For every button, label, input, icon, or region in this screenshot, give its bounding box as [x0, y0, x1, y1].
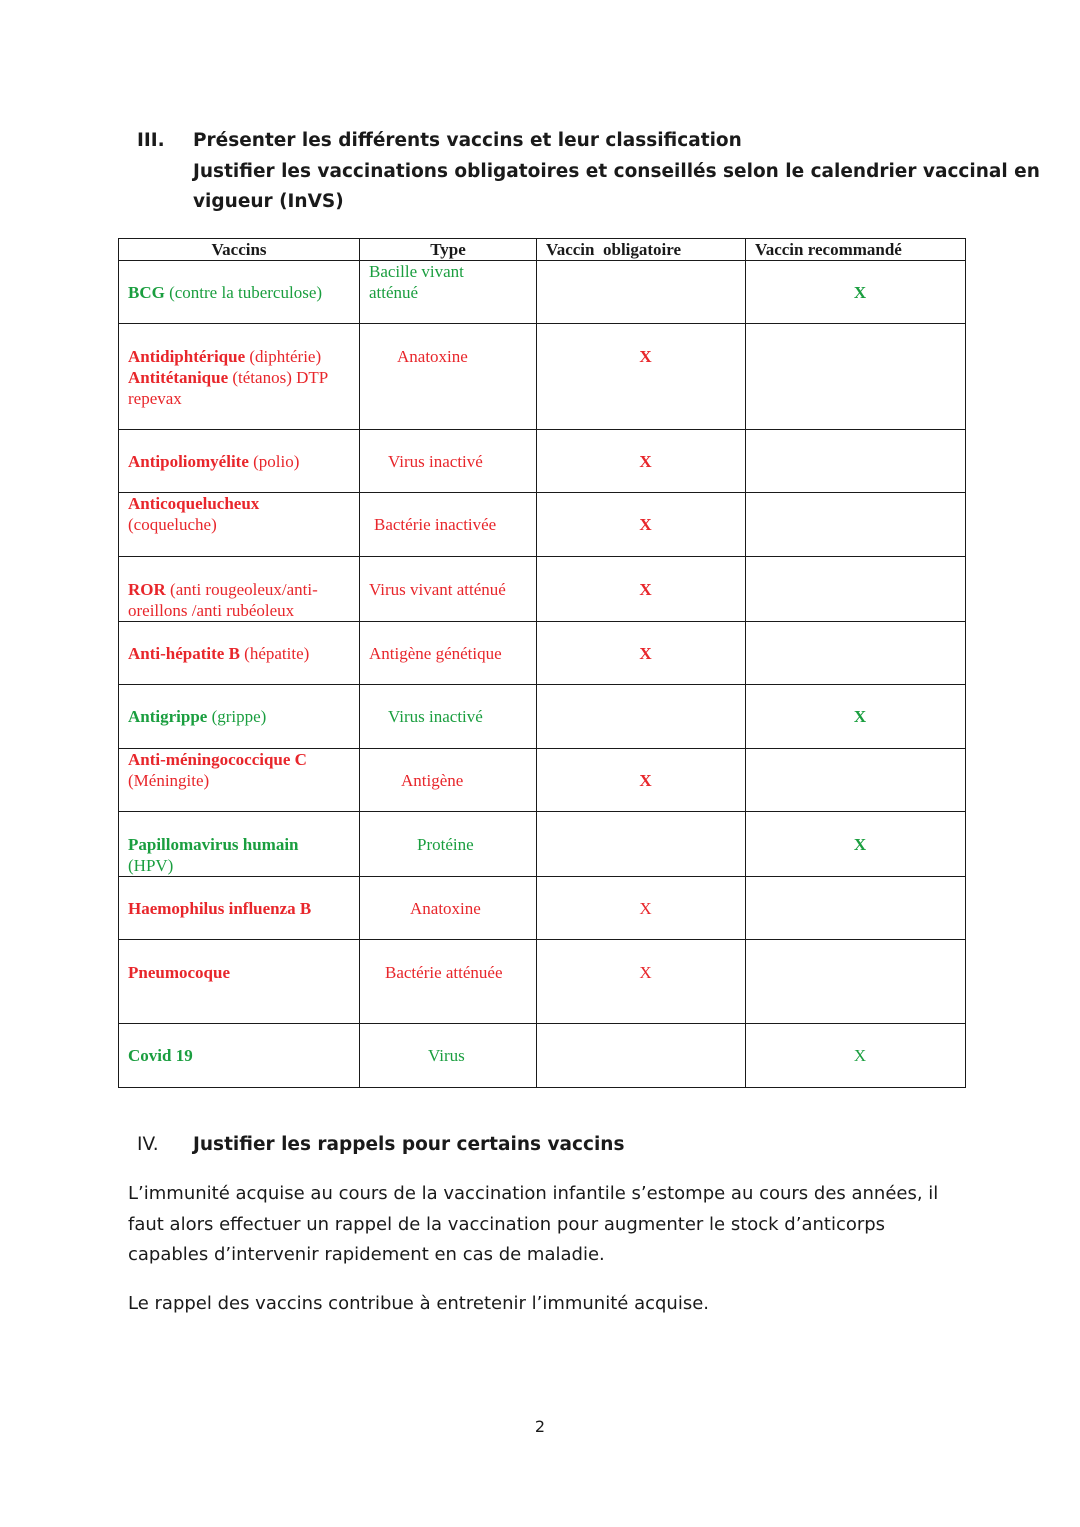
mark-recommande [746, 877, 966, 940]
mark-recommande: X [746, 261, 966, 324]
vaccine-name-cell [119, 622, 360, 685]
mark-obligatoire: X [537, 940, 746, 1024]
vaccine-name: Anticoquelucheux [128, 494, 260, 513]
vaccine-name-cell [119, 685, 360, 749]
vaccine-type: Bactérie inactivée [360, 493, 537, 557]
vaccine-type: Anatoxine [360, 877, 537, 940]
vaccine-name-cell [119, 940, 360, 1024]
table-row [119, 430, 966, 493]
vaccine-detail: (Méningite) [128, 771, 210, 790]
table-row [119, 940, 966, 1024]
mark-obligatoire [537, 812, 746, 877]
vaccine-type: Virus vivant atténué [360, 557, 537, 622]
mark-obligatoire: X [537, 877, 746, 940]
section-3-number: III. [137, 130, 165, 151]
header-type: Type [360, 239, 537, 261]
vaccine-type: Virus [360, 1024, 537, 1088]
table-row [119, 261, 966, 324]
vaccine-name-2: Antitétanique [128, 368, 229, 387]
vaccine-type: Bacille vivant atténué [360, 261, 537, 324]
table-row [119, 493, 966, 557]
vaccine-name: Antipoliomyélite [128, 451, 249, 471]
vaccine-detail: (contre la tuberculose) [164, 282, 323, 302]
vaccine-detail: (coqueluche) [128, 515, 217, 534]
vaccine-type: Antigène [360, 749, 537, 812]
vaccine-name-cell [119, 877, 360, 940]
vaccine-name-cell [119, 261, 360, 324]
vaccine-type: Bactérie atténuée [360, 940, 537, 1024]
vaccine-name: Antigrippe [128, 707, 208, 726]
vaccine-type: Virus inactivé [360, 430, 537, 493]
vaccine-detail: (diphtérie) [245, 347, 322, 366]
section-4-number: IV. [137, 1134, 159, 1155]
header-vaccins: Vaccins [119, 239, 360, 261]
vaccine-name: ROR [128, 580, 166, 599]
mark-obligatoire: X [537, 622, 746, 685]
vaccine-name-cell [119, 557, 360, 622]
vaccine-detail: (polio) [248, 451, 300, 471]
table-row [119, 877, 966, 940]
vaccine-type: Protéine [360, 812, 537, 877]
mark-recommande [746, 940, 966, 1024]
section-3-line-3: vigueur (InVS) [193, 191, 344, 212]
mark-obligatoire [537, 261, 746, 324]
vaccine-detail-2: (tétanos) DTP repevax [128, 368, 328, 408]
vaccine-name: Anti-méningococcique C [128, 750, 307, 769]
section-4-title: Justifier les rappels pour certains vaccins [193, 1134, 625, 1155]
table-row [119, 324, 966, 430]
mark-obligatoire: X [537, 557, 746, 622]
mark-obligatoire [537, 685, 746, 749]
header-recommande: Vaccin recommandé [746, 239, 966, 261]
table-header-row [119, 239, 966, 261]
table-row [119, 1024, 966, 1088]
mark-recommande [746, 324, 966, 430]
mark-recommande [746, 430, 966, 493]
table-row [119, 812, 966, 877]
vaccine-name: BCG [128, 282, 165, 302]
vaccine-type: Virus inactivé [360, 685, 537, 749]
table-row [119, 749, 966, 812]
mark-obligatoire [537, 1024, 746, 1088]
vaccine-detail: (hépatite) [239, 643, 310, 663]
page-number: 2 [534, 1417, 546, 1436]
vaccine-name: Pneumocoque [128, 963, 230, 982]
mark-recommande: X [746, 685, 966, 749]
mark-obligatoire: X [537, 493, 746, 557]
section-4-paragraph-1: L’immunité acquise au cours de la vaccination infantile s’estompe au cours des années, il faut alors effectuer un rappel de la vaccination pour augmenter le stock d’anticorps capables d’intervenir rapidement en cas de maladie. [128, 1183, 939, 1265]
mark-recommande: X [746, 812, 966, 877]
mark-recommande [746, 749, 966, 812]
vaccine-type: Antigène génétique [360, 622, 537, 685]
vaccine-name-cell [119, 812, 360, 877]
vaccine-type: Anatoxine [360, 324, 537, 430]
section-3-title [193, 126, 1040, 218]
section-3-line-1: Présenter les différents vaccins et leur classification [193, 130, 742, 151]
vaccine-name-cell [119, 324, 360, 430]
mark-obligatoire: X [537, 749, 746, 812]
vaccine-table [118, 238, 966, 1088]
mark-obligatoire: X [537, 324, 746, 430]
table-row [119, 685, 966, 749]
mark-recommande: X [746, 1024, 966, 1088]
table-row [119, 557, 966, 622]
section-4-paragraph-2: Le rappel des vaccins contribue à entretenir l’immunité acquise. [128, 1293, 710, 1314]
vaccine-name-cell [119, 430, 360, 493]
section-3-line-2: Justifier les vaccinations obligatoires et conseillés selon le calendrier vaccinal en [193, 160, 1040, 182]
vaccine-name: Papillomavirus humain [128, 835, 299, 854]
vaccine-detail: (HPV) [128, 856, 174, 875]
vaccine-name-cell [119, 493, 360, 557]
vaccine-detail: (grippe) [207, 707, 267, 726]
header-obligatoire: Vaccin obligatoire [537, 239, 746, 261]
vaccine-name: Antidiphtérique [128, 347, 246, 366]
vaccine-name-cell [119, 1024, 360, 1088]
vaccine-name: Anti-hépatite B [128, 643, 240, 663]
table-row [119, 622, 966, 685]
mark-obligatoire: X [537, 430, 746, 493]
mark-recommande [746, 493, 966, 557]
vaccine-name-cell [119, 749, 360, 812]
mark-recommande [746, 622, 966, 685]
vaccine-detail: (anti rougeoleux/anti-oreillons /anti rubéoleux [128, 580, 318, 620]
vaccine-name: Haemophilus influenza B [128, 898, 312, 918]
vaccine-name: Covid 19 [128, 1046, 193, 1065]
mark-recommande [746, 557, 966, 622]
